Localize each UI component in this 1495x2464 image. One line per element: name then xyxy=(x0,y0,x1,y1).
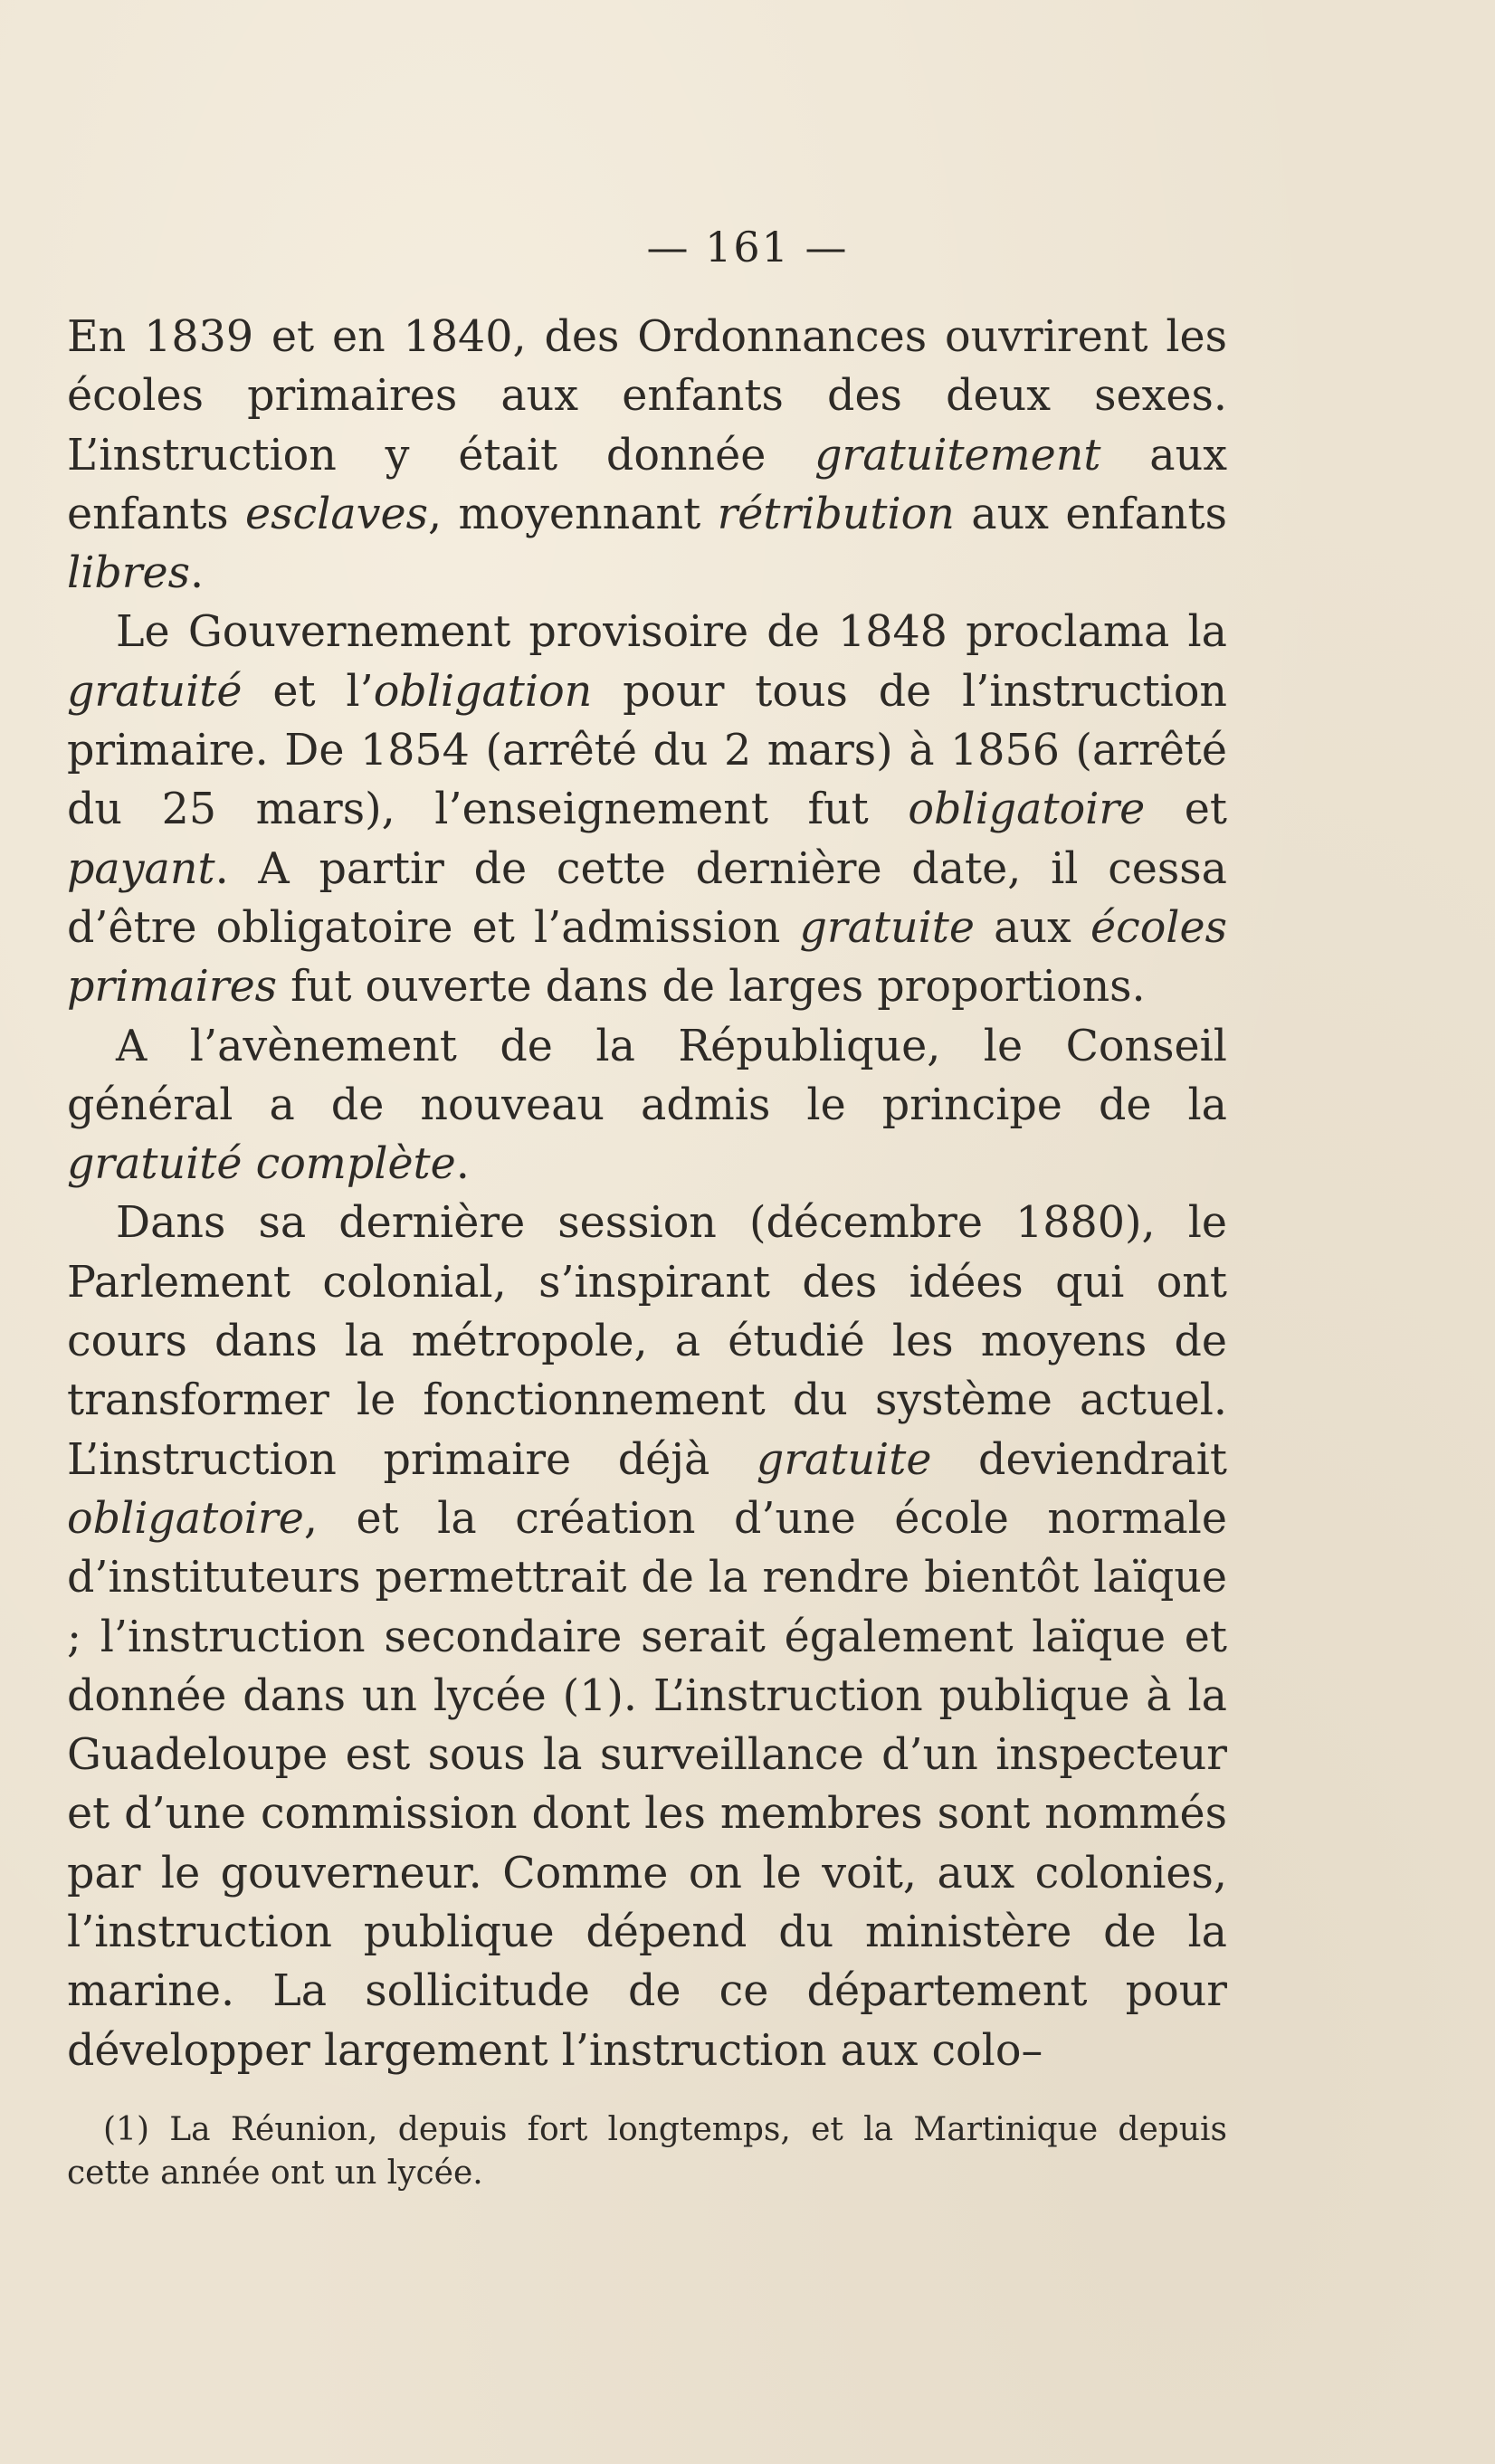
text-run: deviendrait xyxy=(931,1434,1227,1485)
italic-text: gratuite xyxy=(799,902,975,953)
italic-text: gratuitement xyxy=(814,430,1101,480)
paragraph-4 xyxy=(67,1194,1227,2079)
footnotes xyxy=(67,2108,1227,2195)
body-text xyxy=(67,308,1227,2080)
text-run: . xyxy=(189,548,205,599)
text-run: et xyxy=(1145,785,1227,835)
text-run: fut ouverte dans de larges proportions. xyxy=(277,962,1146,1013)
italic-text: obligatoire xyxy=(67,1493,304,1544)
paragraph-2 xyxy=(67,603,1227,1016)
paragraph-1 xyxy=(67,308,1227,603)
text-run: En 1839 et en 1840, des Ordonnances ouvrirent les écoles primaires aux enfants des deux sexes. L’instruction y était donnée xyxy=(67,312,1227,480)
italic-text: gratuité xyxy=(67,666,243,717)
italic-text: payant xyxy=(67,843,215,894)
text-run: aux xyxy=(975,902,1090,953)
text-run: A l’avènement de la République, le Conseil général a de nouveau admis le principe de la xyxy=(67,1021,1227,1130)
footnote-1: (1) La Réunion, depuis fort longtemps, et la Martinique depuis cette année ont un lycée. xyxy=(67,2111,1227,2192)
text-run: . xyxy=(455,1139,470,1190)
italic-text: rétribution xyxy=(717,489,955,539)
italic-text: libres xyxy=(67,548,190,599)
text-run: . A partir de cette dernière date, il cessa d’être obligatoire et l’admission xyxy=(67,843,1227,953)
text-run: pour tous de l’instruction primaire. De 1854 (arrêté du 2 mars) à 1856 (arrêté du 25 mars), l’enseignement fut xyxy=(67,666,1228,835)
text-run: et l’ xyxy=(242,666,374,717)
text-run: aux enfants xyxy=(954,489,1227,539)
text-run: Dans sa dernière session (décembre 1880), le Parlement colonial, s’inspirant des idées qui ont cours dans la métropole, a étudié les moyens de transformer le fonctionnement du système actuel. L’instruction primaire déjà xyxy=(67,1198,1227,1485)
italic-text: écoles primaires xyxy=(67,902,1227,1013)
text-run: aux enfants xyxy=(67,430,1227,539)
text-run: Le Gouvernement provisoire de 1848 proclama la xyxy=(116,607,1227,658)
text-run: , et la création d’une école normale d’instituteurs permettrait de la rendre bientôt laïque ; l’instruction secondaire serait également laïque et donnée dans un lycée (1). L’instruction publique à la Guadeloupe est sous la surveillance d’un inspecteur et d’une commission dont les membres sont nommés par le gouverneur. Comme on le voit, aux colonies, l’instruction publique dépend du ministère de la marine. La sollicitude de ce département pour développer largement l’instruction aux colo– xyxy=(67,1493,1227,2076)
italic-text: gratuité complète xyxy=(67,1139,456,1190)
paragraph-3 xyxy=(67,1017,1227,1194)
italic-text: esclaves xyxy=(245,489,428,539)
italic-text: obligation xyxy=(373,666,593,717)
text-run: , moyennant xyxy=(427,489,718,539)
page-number: — 161 — xyxy=(646,223,849,271)
italic-text: gratuite xyxy=(756,1434,932,1485)
italic-text: obligatoire xyxy=(908,785,1146,835)
